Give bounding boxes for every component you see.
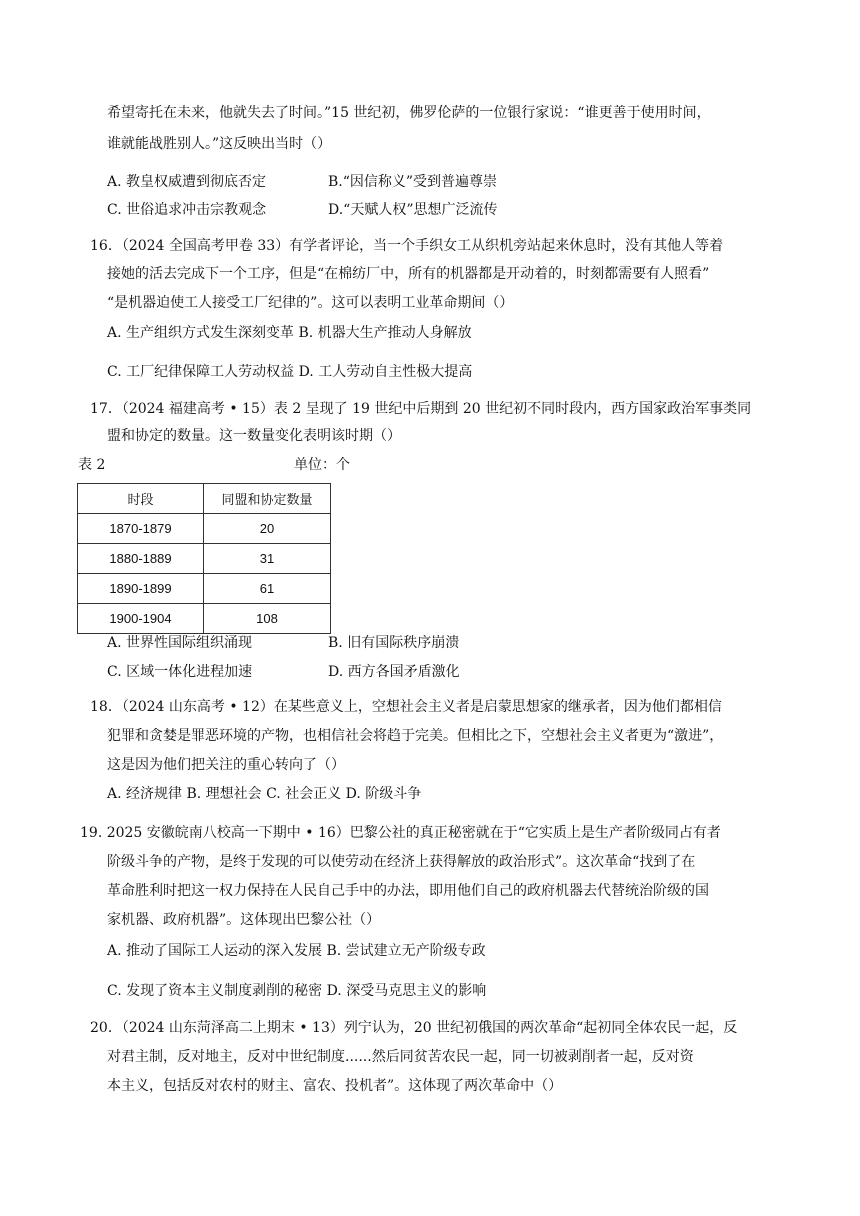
table-row: [78, 514, 331, 544]
q17-option-a: A. 世界性国际组织涌现: [107, 635, 253, 651]
table-row: [78, 574, 331, 604]
q19-options-ab: A. 推动了国际工人运动的深入发展 B. 尝试建立无产阶级专政: [107, 943, 486, 959]
q16-line-2: 接她的活去完成下一个工序，但是“在棉纺厂中，所有的机器都是开动着的，时刻都需要有人照看”: [107, 266, 710, 282]
q18-line-3: 这是因为他们把关注的重心转向了（）: [107, 757, 345, 773]
q15-line-2: 谁就能战胜别人。”这反映出当时（）: [107, 136, 332, 152]
q18-line-1: 18．（2024 山东高考 • 12）在某些意义上，空想社会主义者是启蒙思想家的继承者，因为他们都相信: [90, 699, 722, 715]
q20-line-3: 本主义，包括反对农村的财主、富农、投机者”。这体现了两次革命中（）: [107, 1078, 563, 1094]
q19-line-1: 19. 2025 安徽皖南八校高一下期中 • 16）巴黎公社的真正秘密就在于“它实质上是生产者阶级同占有者: [80, 825, 721, 841]
q18-line-2: 犯罪和贪婪是罪恶环境的产物，也相信社会将趋于完美。但相比之下，空想社会主义者更为“激进”，: [107, 728, 724, 744]
table-cell-period: 1870-1879: [78, 514, 204, 544]
table-cell-count: 31: [204, 544, 331, 574]
q18-options: A. 经济规律 B. 理想社会 C. 社会正义 D. 阶级斗争: [107, 786, 422, 802]
table-cell-count: 61: [204, 574, 331, 604]
table-caption: 表 2: [78, 457, 106, 473]
q17-option-c: C. 区域一体化进程加速: [107, 664, 253, 680]
q15-option-a: A. 教皇权威遭到彻底否定: [107, 174, 267, 190]
alliances-table: [77, 483, 331, 634]
q15-option-b: B.“因信称义”受到普遍尊崇: [328, 174, 498, 190]
q20-line-1: 20．（2024 山东菏泽高二上期末 • 13）列宁认为，20 世纪初俄国的两次革命“起初同全体农民一起，反: [90, 1020, 738, 1036]
table-cell-period: 1890-1899: [78, 574, 204, 604]
q19-options-cd: C. 发现了资本主义制度剥削的秘密 D. 深受马克思主义的影响: [107, 983, 487, 999]
q16-options-ab: A. 生产组织方式发生深刻变革 B. 机器大生产推动人身解放: [107, 325, 472, 341]
q19-line-3: 革命胜利时把这一权力保持在人民自己手中的办法，即用他们自己的政府机器去代替统治阶级的国: [107, 883, 709, 899]
q19-line-2: 阶级斗争的产物，是终于发现的可以使劳动在经济上获得解放的政治形式”。这次革命“找到了在: [107, 854, 696, 870]
table-cell-count: 20: [204, 514, 331, 544]
table-header-period: 时段: [78, 484, 204, 514]
q17-option-b: B. 旧有国际秩序崩溃: [328, 635, 460, 651]
table-unit: 单位：个: [294, 457, 350, 473]
q16-options-cd: C. 工厂纪律保障工人劳动权益 D. 工人劳动自主性极大提高: [107, 364, 473, 380]
q19-line-4: 家机器、政府机器”。这体现出巴黎公社（）: [107, 912, 381, 928]
q20-line-2: 对君主制，反对地主，反对中世纪制度......然后同贫苦农民一起，同一切被剥削者一起，反对资: [107, 1049, 694, 1065]
q15-option-c: C. 世俗追求冲击宗教观念: [107, 202, 267, 218]
q15-option-d: D.“天赋人权”思想广泛流传: [328, 202, 498, 218]
table-cell-count: 108: [204, 604, 331, 634]
table-row: [78, 544, 331, 574]
table-row: [78, 604, 331, 634]
q17-option-d: D. 西方各国矛盾激化: [328, 664, 460, 680]
table-header-row: [78, 484, 331, 514]
table-header-count: 同盟和协定数量: [204, 484, 331, 514]
q15-line-1: 希望寄托在未来，他就失去了时间。”15 世纪初，佛罗伦萨的一位银行家说：“谁更善于使用时间，: [107, 105, 711, 121]
table-cell-period: 1900-1904: [78, 604, 204, 634]
q16-line-1: 16．（2024 全国高考甲卷 33）有学者评论，当一个手织女工从织机旁站起来休息时，没有其他人等着: [90, 238, 724, 254]
q17-line-1: 17．（2024 福建高考 • 15）表 2 呈现了 19 世纪中后期到 20 世纪初不同时段内，西方国家政治军事类同: [90, 401, 752, 417]
table-cell-period: 1880-1889: [78, 544, 204, 574]
q17-line-2: 盟和协定的数量。这一数量变化表明该时期（）: [107, 428, 401, 444]
q16-line-3: “是机器迫使工人接受工厂纪律的”。这可以表明工业革命期间（）: [107, 295, 514, 311]
